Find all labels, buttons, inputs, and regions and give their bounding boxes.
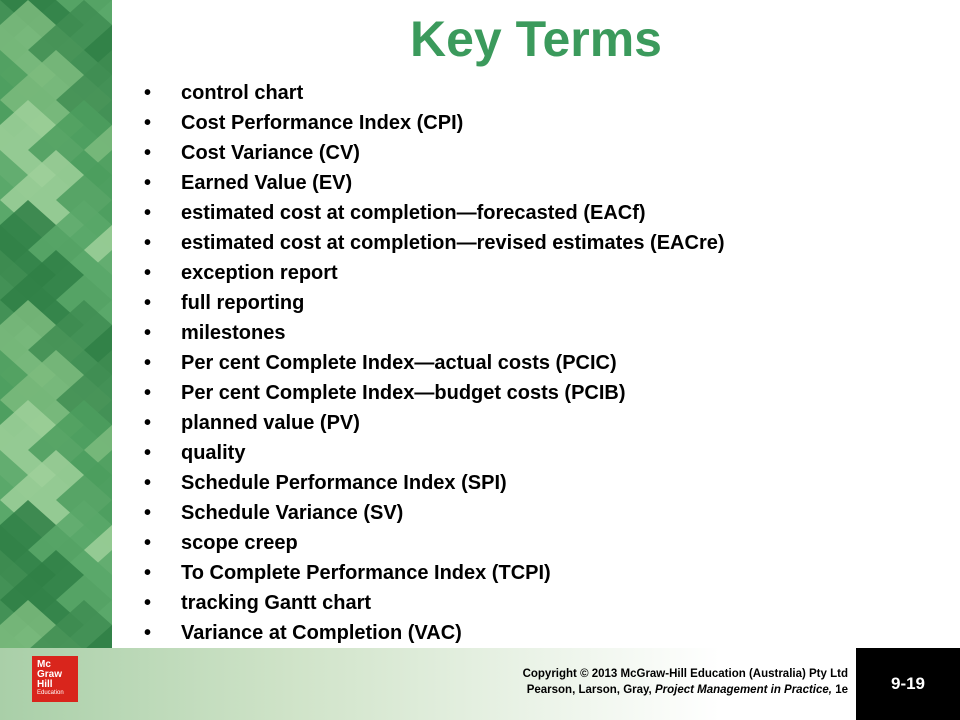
bullet-icon: • xyxy=(144,112,152,134)
term-text: quality xyxy=(181,442,246,464)
term-item xyxy=(144,378,944,408)
term-text: milestones xyxy=(181,322,286,344)
term-item xyxy=(144,198,944,228)
key-terms-list xyxy=(144,78,944,648)
term-text: control chart xyxy=(181,82,304,104)
bullet-icon: • xyxy=(144,292,152,314)
bullet-icon: • xyxy=(144,352,152,374)
term-text: scope creep xyxy=(181,532,298,554)
term-item xyxy=(144,78,944,108)
page-number: 9-19 xyxy=(856,648,960,720)
term-item xyxy=(144,258,944,288)
term-item xyxy=(144,468,944,498)
publisher-logo: Mc Graw Hill Education xyxy=(32,656,78,702)
bullet-icon: • xyxy=(144,172,152,194)
bullet-icon: • xyxy=(144,532,152,554)
term-text: planned value (PV) xyxy=(181,412,360,434)
bullet-icon: • xyxy=(144,472,152,494)
citation-line: Pearson, Larson, Gray, Project Management in Practice, 1e xyxy=(526,684,848,696)
term-item xyxy=(144,138,944,168)
term-text: exception report xyxy=(181,262,338,284)
copyright-line: Copyright © 2013 McGraw-Hill Education (Australia) Pty Ltd xyxy=(522,668,848,680)
term-item xyxy=(144,288,944,318)
bullet-icon: • xyxy=(144,592,152,614)
term-item xyxy=(144,408,944,438)
bullet-icon: • xyxy=(144,262,152,284)
bullet-icon: • xyxy=(144,202,152,224)
term-text: tracking Gantt chart xyxy=(181,592,372,614)
term-text: Cost Variance (CV) xyxy=(181,142,360,164)
term-item xyxy=(144,168,944,198)
term-item xyxy=(144,108,944,138)
copyright-notice xyxy=(328,666,848,698)
term-item xyxy=(144,588,944,618)
bullet-icon: • xyxy=(144,382,152,404)
bullet-icon: • xyxy=(144,142,152,164)
bullet-icon: • xyxy=(144,502,152,524)
term-text: Schedule Variance (SV) xyxy=(181,502,404,524)
decorative-green-band xyxy=(0,0,112,648)
term-text: estimated cost at completion—revised estimates (EACre) xyxy=(181,232,725,254)
term-text: estimated cost at completion—forecasted (EACf) xyxy=(181,202,646,224)
term-text: Per cent Complete Index—budget costs (PCIB) xyxy=(181,382,626,404)
bullet-icon: • xyxy=(144,412,152,434)
term-item xyxy=(144,318,944,348)
bullet-icon: • xyxy=(144,622,152,644)
bullet-icon: • xyxy=(144,442,152,464)
term-text: To Complete Performance Index (TCPI) xyxy=(181,562,551,584)
term-item xyxy=(144,618,944,648)
term-text: Cost Performance Index (CPI) xyxy=(181,112,464,134)
term-item xyxy=(144,228,944,258)
term-item xyxy=(144,528,944,558)
term-item xyxy=(144,348,944,378)
bullet-icon: • xyxy=(144,562,152,584)
bullet-icon: • xyxy=(144,232,152,254)
term-text: Schedule Performance Index (SPI) xyxy=(181,472,507,494)
term-text: Variance at Completion (VAC) xyxy=(181,622,462,644)
term-item xyxy=(144,558,944,588)
term-item xyxy=(144,498,944,528)
bullet-icon: • xyxy=(144,82,152,104)
slide-title: Key Terms xyxy=(410,11,662,67)
term-item xyxy=(144,438,944,468)
bullet-icon: • xyxy=(144,322,152,344)
term-text: Earned Value (EV) xyxy=(181,172,353,194)
term-text: full reporting xyxy=(181,292,305,314)
term-text: Per cent Complete Index—actual costs (PCIC) xyxy=(181,352,617,374)
